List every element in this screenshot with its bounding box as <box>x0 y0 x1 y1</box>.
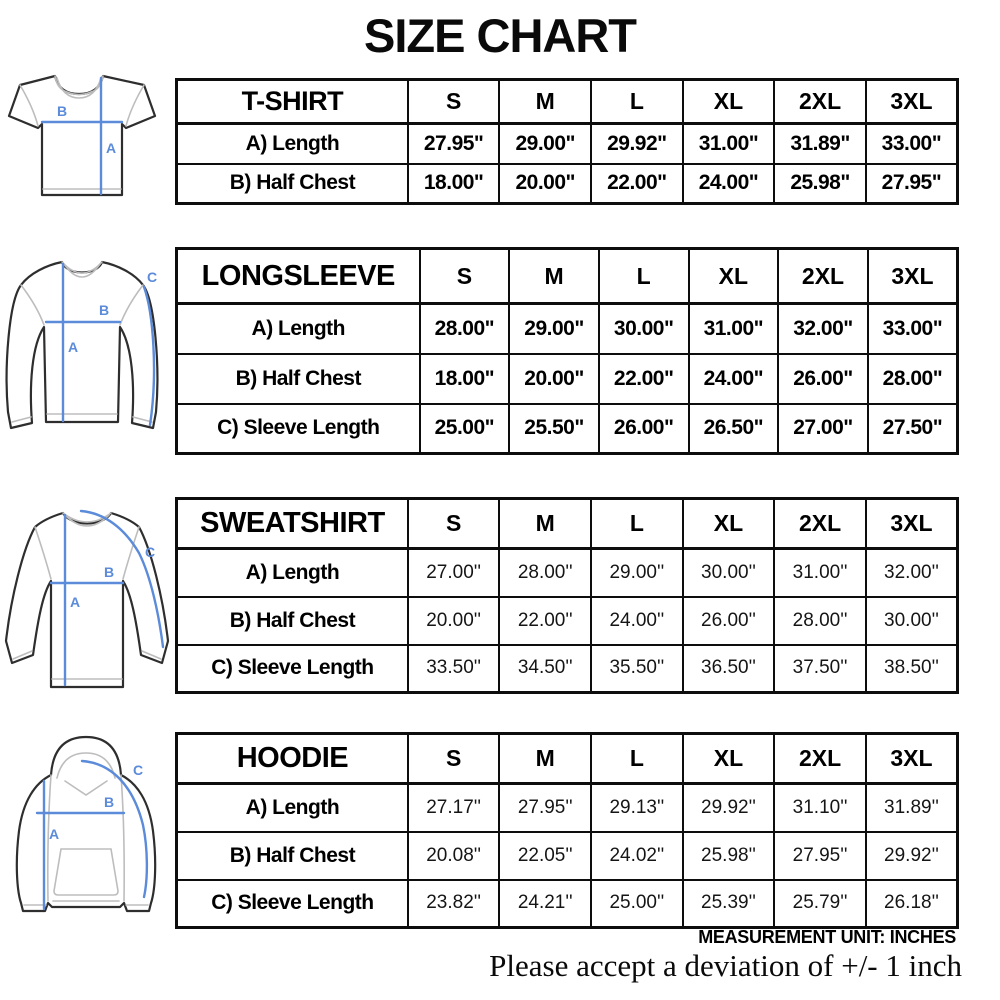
measurement-value: 20.08'' <box>408 832 500 880</box>
measurement-value: 25.00" <box>420 404 510 454</box>
size-column-header: S <box>408 499 500 549</box>
sweatshirt-diagram-icon <box>1 497 171 703</box>
hoodie-diagram-icon <box>7 731 163 925</box>
measurement-value: 20.00" <box>499 164 591 204</box>
measurement-row <box>177 880 958 928</box>
tshirt-size-table <box>175 78 959 205</box>
measurement-value: 32.00'' <box>866 549 958 597</box>
size-column-header: L <box>591 734 683 784</box>
size-column-header: XL <box>683 80 775 124</box>
measurement-row <box>177 304 958 354</box>
measurement-value: 27.95" <box>408 124 500 164</box>
measurement-row <box>177 645 958 693</box>
measurement-value: 25.98" <box>774 164 866 204</box>
size-table <box>175 78 959 205</box>
measurement-value: 29.00'' <box>591 549 683 597</box>
size-column-header: XL <box>683 499 775 549</box>
size-header-row <box>177 249 958 304</box>
measurement-value: 25.79'' <box>774 880 866 928</box>
size-column-header: 3XL <box>866 734 958 784</box>
measurement-value: 25.00'' <box>591 880 683 928</box>
size-table <box>175 497 959 694</box>
measurement-label: B) Half Chest <box>177 832 408 880</box>
size-column-header: L <box>599 249 689 304</box>
deviation-note: Please accept a deviation of +/- 1 inch <box>489 948 962 983</box>
measurement-value: 28.00'' <box>774 597 866 645</box>
measure-label-c: C <box>145 544 156 560</box>
measure-label-a: A <box>70 594 81 610</box>
size-column-header: 2XL <box>774 734 866 784</box>
measurement-value: 31.00" <box>689 304 779 354</box>
measurement-value: 24.00" <box>689 354 779 404</box>
measure-label-b: B <box>57 103 68 119</box>
measurement-value: 31.00" <box>683 124 775 164</box>
measure-label-a: A <box>49 826 60 842</box>
size-column-header: L <box>591 80 683 124</box>
garment-name: SWEATSHIRT <box>177 499 408 549</box>
garment-name: LONGSLEEVE <box>177 249 420 304</box>
measurement-row <box>177 549 958 597</box>
measurement-row <box>177 832 958 880</box>
sweatshirt-size-table <box>175 497 959 694</box>
garment-name: HOODIE <box>177 734 408 784</box>
size-column-header: 3XL <box>866 80 958 124</box>
measurement-value: 27.17'' <box>408 784 500 832</box>
measurement-value: 25.50" <box>509 404 599 454</box>
measurement-value: 22.00" <box>599 354 689 404</box>
size-column-header: M <box>499 499 591 549</box>
measurement-value: 31.89'' <box>866 784 958 832</box>
page-title: SIZE CHART <box>364 9 636 62</box>
measurement-value: 32.00" <box>778 304 868 354</box>
measurement-value: 26.00" <box>599 404 689 454</box>
measurement-value: 27.95'' <box>499 784 591 832</box>
size-column-header: 3XL <box>866 499 958 549</box>
measurement-value: 24.00" <box>683 164 775 204</box>
measurement-value: 26.00" <box>778 354 868 404</box>
measurement-row <box>177 124 958 164</box>
measurement-value: 28.00" <box>868 354 958 404</box>
tshirt-diagram-icon <box>5 67 165 203</box>
measure-label-b: B <box>99 302 110 318</box>
measurement-value: 38.50'' <box>866 645 958 693</box>
measurement-value: 24.02'' <box>591 832 683 880</box>
measurement-value: 24.00'' <box>591 597 683 645</box>
measurement-value: 26.18'' <box>866 880 958 928</box>
measurement-value: 27.95'' <box>774 832 866 880</box>
measurement-value: 30.00" <box>599 304 689 354</box>
measurement-label: C) Sleeve Length <box>177 645 408 693</box>
size-column-header: XL <box>683 734 775 784</box>
measurement-value: 31.10'' <box>774 784 866 832</box>
size-column-header: S <box>408 80 500 124</box>
measurement-value: 26.00'' <box>683 597 775 645</box>
measurement-value: 29.13'' <box>591 784 683 832</box>
measurement-value: 25.39'' <box>683 880 775 928</box>
measurement-label: A) Length <box>177 304 420 354</box>
measurement-value: 20.00" <box>509 354 599 404</box>
size-column-header: 2XL <box>774 499 866 549</box>
measurement-value: 33.00" <box>866 124 958 164</box>
size-column-header: L <box>591 499 683 549</box>
measurement-value: 30.00'' <box>683 549 775 597</box>
size-column-header: M <box>499 80 591 124</box>
size-column-header: S <box>420 249 510 304</box>
measurement-label: A) Length <box>177 784 408 832</box>
size-table <box>175 247 959 455</box>
measurement-value: 34.50'' <box>499 645 591 693</box>
measurement-value: 29.00" <box>499 124 591 164</box>
measurement-value: 35.50'' <box>591 645 683 693</box>
measure-label-b: B <box>104 564 115 580</box>
measurement-value: 29.92'' <box>683 784 775 832</box>
size-column-header: M <box>499 734 591 784</box>
measurement-value: 28.00" <box>420 304 510 354</box>
measurement-label: A) Length <box>177 124 408 164</box>
measurement-value: 27.50" <box>868 404 958 454</box>
size-column-header: S <box>408 734 500 784</box>
measurement-value: 18.00" <box>420 354 510 404</box>
measurement-value: 29.92'' <box>866 832 958 880</box>
measurement-value: 33.50'' <box>408 645 500 693</box>
hoodie-size-table <box>175 732 959 929</box>
measurement-value: 28.00'' <box>499 549 591 597</box>
size-column-header: 3XL <box>868 249 958 304</box>
measurement-label: C) Sleeve Length <box>177 404 420 454</box>
measurement-label: B) Half Chest <box>177 164 408 204</box>
measurement-row <box>177 404 958 454</box>
measurement-value: 29.00" <box>509 304 599 354</box>
measurement-value: 27.00'' <box>408 549 500 597</box>
measurement-value: 26.50" <box>689 404 779 454</box>
measurement-value: 27.00" <box>778 404 868 454</box>
size-table <box>175 732 959 929</box>
measurement-row <box>177 164 958 204</box>
measure-label-c: C <box>133 762 144 778</box>
measurement-label: B) Half Chest <box>177 354 420 404</box>
measurement-row <box>177 784 958 832</box>
measure-label-a: A <box>106 140 117 156</box>
measurement-value: 37.50'' <box>774 645 866 693</box>
measure-label-a: A <box>68 339 79 355</box>
measurement-value: 31.00'' <box>774 549 866 597</box>
measurement-value: 22.05'' <box>499 832 591 880</box>
size-column-header: XL <box>689 249 779 304</box>
measurement-value: 33.00" <box>868 304 958 354</box>
size-header-row <box>177 80 958 124</box>
measure-label-c: C <box>147 269 158 285</box>
measurement-value: 36.50'' <box>683 645 775 693</box>
measurement-value: 18.00" <box>408 164 500 204</box>
measurement-label: B) Half Chest <box>177 597 408 645</box>
measurement-value: 25.98'' <box>683 832 775 880</box>
longsleeve-diagram-icon <box>1 252 163 444</box>
size-column-header: 2XL <box>778 249 868 304</box>
longsleeve-size-table <box>175 247 959 455</box>
measurement-value: 23.82'' <box>408 880 500 928</box>
measurement-value: 27.95" <box>866 164 958 204</box>
measurement-label: C) Sleeve Length <box>177 880 408 928</box>
measurement-value: 20.00'' <box>408 597 500 645</box>
measurement-value: 30.00'' <box>866 597 958 645</box>
measurement-label: A) Length <box>177 549 408 597</box>
measurement-unit-note: MEASUREMENT UNIT: INCHES <box>698 927 956 947</box>
size-column-header: M <box>509 249 599 304</box>
measurement-row <box>177 597 958 645</box>
garment-name: T-SHIRT <box>177 80 408 124</box>
measurement-value: 22.00" <box>591 164 683 204</box>
size-header-row <box>177 734 958 784</box>
measurement-value: 24.21'' <box>499 880 591 928</box>
measurement-value: 22.00'' <box>499 597 591 645</box>
measurement-value: 29.92" <box>591 124 683 164</box>
measurement-row <box>177 354 958 404</box>
size-header-row <box>177 499 958 549</box>
size-column-header: 2XL <box>774 80 866 124</box>
measurement-value: 31.89" <box>774 124 866 164</box>
measure-label-b: B <box>104 794 115 810</box>
